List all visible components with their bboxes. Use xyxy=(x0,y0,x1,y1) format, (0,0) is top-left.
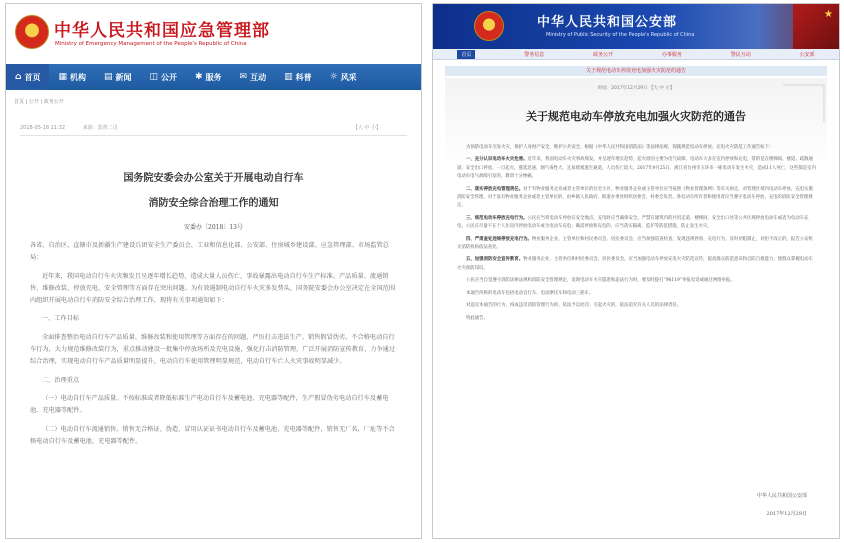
doc-body xyxy=(30,240,399,454)
mem-main-nav xyxy=(6,64,421,90)
nav-icon: ▥ xyxy=(284,72,293,82)
nav-item[interactable] xyxy=(275,64,321,90)
nav-icon: ✱ xyxy=(195,72,203,82)
nav-item[interactable] xyxy=(140,64,186,90)
doc-title: 关于规范电动车停放充电加强火灾防范的通告 xyxy=(526,110,746,123)
nav-item[interactable] xyxy=(321,64,366,90)
star-icon: ★ xyxy=(824,9,833,20)
nav-item-label: 公开 xyxy=(161,72,177,82)
signature-date: 2017年12月29日 xyxy=(766,511,807,517)
font-size-selector[interactable]: 【大 中 小】 xyxy=(352,125,381,131)
paragraph-text: 对违反本通告的行为，构成违反消防管理行为的，依法予以处罚；引起火灾的，依法追究有关人员的法律责任。 xyxy=(466,303,682,309)
nav-item-label: 首页 xyxy=(24,72,41,82)
nav-item-label: 互动 xyxy=(250,72,267,82)
doc-body xyxy=(457,144,817,327)
nav-item[interactable]: 政务公开 xyxy=(593,51,614,58)
nav-item-label: 新闻 xyxy=(115,72,132,82)
nav-item-label: 机构 xyxy=(69,72,86,82)
body-paragraph xyxy=(457,215,817,232)
section-heading: 五、加强消防安全宣传教育。 xyxy=(466,257,524,263)
nav-item[interactable]: 办事服务 xyxy=(661,51,682,58)
nav-item[interactable] xyxy=(95,64,141,90)
nav-icon: ◫ xyxy=(149,72,158,82)
doc-number: 安委办〔2018〕13号 xyxy=(184,224,243,231)
paragraph-text: 特此通告。 xyxy=(466,315,488,321)
mps-header xyxy=(433,4,839,49)
mem-header xyxy=(6,4,421,64)
body-paragraph: 各省、自治区、直辖市及新疆生产建设兵团安全生产委员会，工业和信息化部、公安部、住房城乡建设部、应急管理部、市场监管总局： xyxy=(30,242,389,262)
flag-banner xyxy=(793,4,839,49)
body-paragraph xyxy=(457,315,817,323)
nav-item[interactable] xyxy=(231,64,276,90)
body-paragraph xyxy=(457,144,817,152)
mps-site-subtitle: Ministry of Public Security of the People's Republic of China xyxy=(546,32,695,38)
body-paragraph: （二）电动自行车流通销售。销售无合格证、伪造、冒用认证证书电动自行车及蓄电池、充电器等配件，销售无厂名、厂址等不合格电动自行车及蓄电池、充电器等配件。 xyxy=(30,425,395,445)
article-source: 来源：监督二司 xyxy=(82,125,118,131)
section-heading: 一、充分认识电动车火灾危害。 xyxy=(466,157,528,163)
paragraph-text: 为预防电动车引发火灾，保护人身财产安全，维护公共安全，根据《中华人民共和国消防法》等法律法规，现就规范电动车停放、充电火灾防范工作通告如下： xyxy=(466,145,774,150)
body-paragraph xyxy=(457,290,817,298)
body-paragraph: 一、工作目标 xyxy=(42,315,80,323)
section-heading: 二、落实停放充电管理责任。 xyxy=(466,186,524,192)
body-paragraph xyxy=(457,277,817,285)
mps-main-nav xyxy=(433,49,839,60)
paragraph-text: 物业服务企业、主管单位和村民委员会、居民委员会，应当加强电动车停放充电火灾防范宣传，提高群众防范意识和自防自救能力，使群众掌握电动车火灾预防知识。 xyxy=(457,257,813,271)
body-paragraph xyxy=(457,256,817,273)
mem-site-title[interactable]: 中华人民共和国应急管理部 xyxy=(54,21,270,41)
national-emblem-icon xyxy=(15,15,49,49)
mps-site-title[interactable]: 中华人民共和国公安部 xyxy=(537,15,678,30)
breadcrumb[interactable]: 首页 | 公开 | 政务公开 xyxy=(14,99,64,105)
nav-icon: ▤ xyxy=(103,72,113,82)
nav-item-label: 服务 xyxy=(205,72,222,82)
body-paragraph xyxy=(457,302,817,310)
nav-item[interactable]: 警民互动 xyxy=(730,51,751,58)
nav-item[interactable] xyxy=(49,64,95,90)
paragraph-text: 公民应当自觉遵守消防法律法规和消防安全管理规定，发现电动车火灾隐患和违法行为时，要及时拨打“96119”举报电话或通过网络举报。 xyxy=(466,278,735,284)
body-paragraph: 近年来，我国电动自行车火灾频发且呈逐年增长趋势，造成大量人员伤亡，事故暴露出电动自行车生产标准、产品质量、流通销售、维修改装、停放充电、安全管理等方面存在突出问题。为有效遏制电动自行车火灾多发势头，国务院安委会办公室决定在全国范围内组织开展电动自行车消防安全综合治理工作，现将有关事项通知如下： xyxy=(30,272,396,305)
body-paragraph: 全面排查整治电动自行车产品质量、维修改装和使用管理等方面存在的问题，严厉打击违法生产、销售假冒伪劣、不合格电动自行车行为，大力规范维修改装行为，重点推动建设一批集中停放场所及充电设施，强化打击消防管理，广泛开展消防宣传教育，力争通过综合治理，实现电动自行车产品质量明显提升，电动自行车使用管理明显规范，电动自行车亡人火灾事故明显减少。 xyxy=(30,333,396,366)
section-heading: 三、规范电动车停放充电行为。 xyxy=(466,215,528,221)
nav-item-label: 科普 xyxy=(295,72,312,82)
body-paragraph: （一）电动自行车产品质量。不按标准或者降低标准生产电动自行车及蓄电池、充电器等配件，生产假冒伪劣电动自行车及蓄电池、充电器等配件。 xyxy=(30,394,389,415)
article-topbar-title: 关于规范电动车停放充电加强火灾防范的通告 xyxy=(445,66,827,76)
nav-item[interactable] xyxy=(6,64,49,90)
paragraph-text: 本通告所称的电动车包括电动自行车、电动摩托车和电动三轮车。 xyxy=(466,290,594,296)
nav-item[interactable]: 首页 xyxy=(457,50,475,59)
nav-item[interactable]: 警务信息 xyxy=(524,51,545,58)
nav-icon: ⌂ xyxy=(15,72,22,82)
article-date: 2018-05-18 11:32 xyxy=(20,125,66,131)
body-paragraph xyxy=(457,186,817,211)
mps-page-panel xyxy=(432,3,840,539)
body-paragraph xyxy=(457,236,817,253)
body-paragraph: 二、治理重点 xyxy=(42,376,80,384)
nav-icon: ☼ xyxy=(329,72,338,82)
paragraph-text: 对于有物业服务企业或者主管单位的住宅小区，物业服务企业或主管单位应当按照《物业管理条例》等有关规定，对管理区域内电动车停放、充电实施消防安全管理，对于没有物业服务企业或者主管单位的，由乡镇人民政府、街道办事处组织居委会、村委会负责。各电动车所有者和使用者应当遵守电动车停放、充电的消防安全管理规定。 xyxy=(457,186,813,209)
nav-icon: ▦ xyxy=(58,72,67,82)
paragraph-text: 物业服务企业、主管单位和村民委员会、居民委员会，应当加强巡查检查，发现违规停放、充电行为，及时劝阻制止，对拒不改正的，报告公安机关消防机构依法查处。 xyxy=(457,236,813,251)
nav-item[interactable] xyxy=(186,64,231,90)
police-emblem-icon xyxy=(474,11,504,41)
mem-site-subtitle: Ministry of Emergency Management of the People's Republic of China xyxy=(55,41,247,47)
nav-icon: ✉ xyxy=(239,72,248,82)
paragraph-text: 近年来，我国电动车火灾事故频发，并呈逐年增长趋势，起火原因主要为电气故障。电动车大多在室内停放和充电，常的是在楼梯间、楼道、疏散通道、安全出口停放，一旦起火，蔓延迅速，烟气毒性大，且易堵塞逃生通道，人员伤亡较大。2017年9月25日，浙江省台州市玉环市一栋电动车发生火灾，造成11人死亡，这些都是室内电动车电气故障引发的，教训十分惨痛。 xyxy=(457,157,816,180)
mem-page-panel xyxy=(5,3,422,539)
signature-org: 中华人民共和国公安部 xyxy=(756,493,807,499)
nav-item-label: 风采 xyxy=(340,72,357,82)
nav-item[interactable]: 公安部 xyxy=(799,51,815,58)
paragraph-text: 公民应当将电动车停放在安全地点，充电时应当确保安全。严禁在建筑内的共用走道、楼梯间、安全出口处等公共区域停放电动车或者为电动车充电。公民应尽量不在个人住房内停放电动车或为电动车充电；确需停放和充电的，应当落实隔离、监护等防范措施，防止发生火灾。 xyxy=(457,215,809,230)
body-paragraph xyxy=(457,156,817,181)
article-date: 时间：2017年12月29日 【大 中 小】 xyxy=(597,86,675,91)
doc-title-line-1: 国务院安委会办公室关于开展电动自行车 xyxy=(123,173,304,184)
section-heading: 四、严肃查处违规停放充电行为。 xyxy=(466,236,532,242)
article-meta xyxy=(20,124,407,136)
doc-title-line-2: 消防安全综合治理工作的通知 xyxy=(148,198,279,209)
